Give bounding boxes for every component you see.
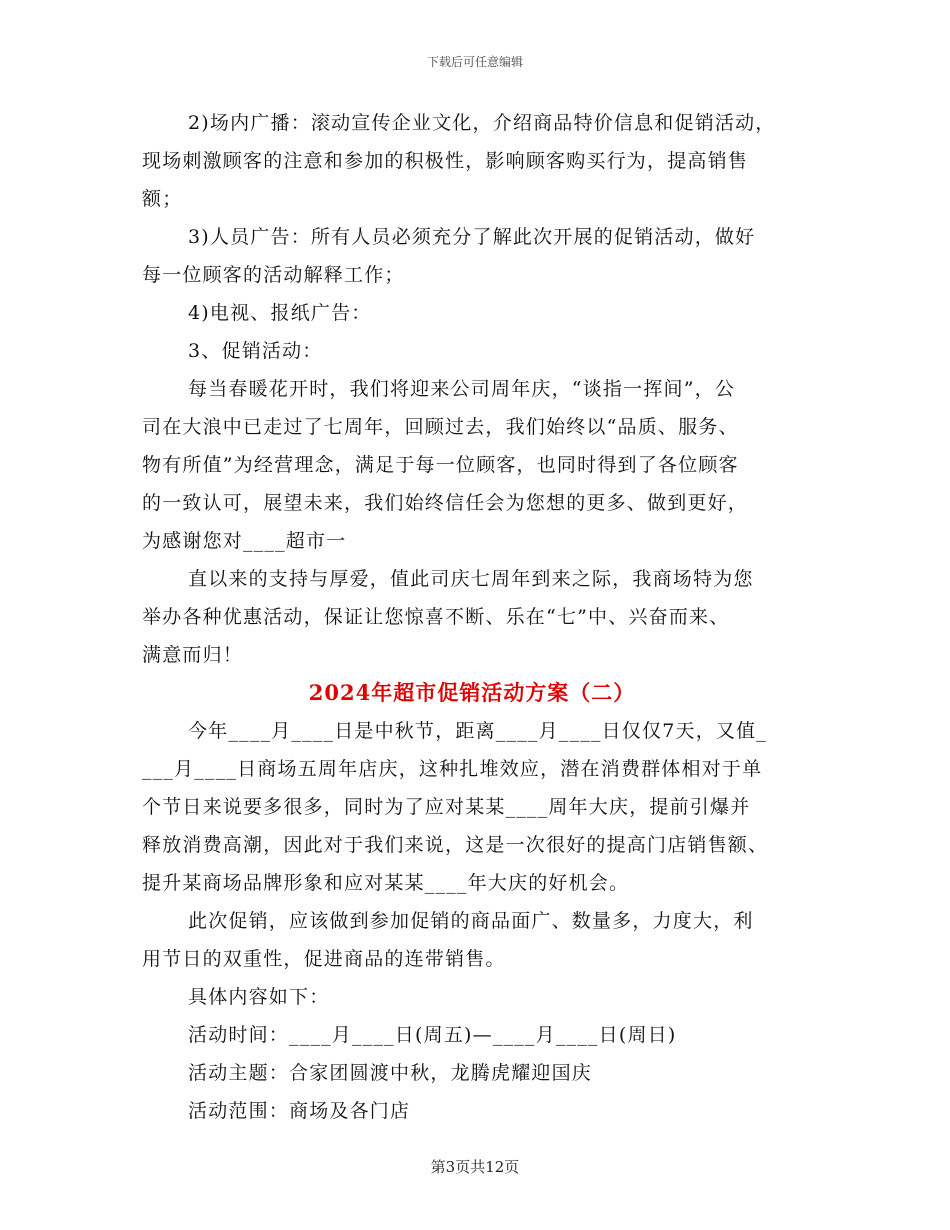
text-line: 个节日来说要多很多，同时为了应对某某____周年大庆，提前引爆并 — [142, 796, 751, 818]
text-line: 用节日的双重性，促进商品的连带销售。 — [142, 948, 506, 970]
paragraph — [142, 902, 802, 978]
text-line: 具体内容如下： — [188, 986, 330, 1008]
text-line: 今年____月____日是中秋节，距离____月____日仅仅7天，又值_ — [188, 720, 767, 742]
text-line: 3、促销活动： — [188, 340, 323, 362]
paragraph — [142, 332, 802, 370]
text-line: 释放消费高潮，因此对于我们来说，这是一次很好的提高门店销售额、 — [142, 834, 769, 856]
paragraph — [142, 560, 802, 674]
text-line: 3)人员广告：所有人员必须充分了解此次开展的促销活动，做好 — [188, 226, 756, 248]
text-line: 每一位顾客的活动解释工作； — [142, 264, 405, 286]
paragraph — [142, 1092, 802, 1130]
paragraph — [142, 104, 802, 218]
paragraph — [142, 712, 802, 902]
text-line: 额； — [142, 188, 183, 210]
text-line: 2)场内广播：滚动宣传企业文化，介绍商品特价信息和促销活动， — [188, 112, 776, 134]
text-line: 为感谢您对____超市一 — [142, 530, 347, 552]
paragraph — [142, 978, 802, 1016]
section-title: 2024年超市促销活动方案（二） — [308, 680, 636, 705]
section-a — [142, 104, 802, 674]
text-line: 现场刺激顾客的注意和参加的积极性，影响顾客购买行为，提高销售 — [142, 150, 749, 172]
text-line: 提升某商场品牌形象和应对某某____年大庆的好机会。 — [142, 872, 630, 894]
page-header-note: 下载后可任意编辑 — [426, 55, 523, 69]
text-line: 4)电视、报纸广告： — [188, 302, 372, 324]
section-b — [142, 712, 802, 1130]
paragraph — [142, 370, 802, 560]
paragraph — [142, 294, 802, 332]
text-line: 举办各种优惠活动，保证让您惊喜不断、乐在“七”中、兴奋而来、 — [142, 606, 730, 628]
paragraph — [142, 1016, 802, 1054]
text-line: 物有所值”为经营理念，满足于每一位顾客，也同时得到了各位顾客 — [142, 454, 739, 476]
text-line: 活动主题：合家团圆渡中秋，龙腾虎耀迎国庆 — [188, 1062, 593, 1084]
text-line: 活动时间：____月____日(周五)—____月____日(周日) — [188, 1024, 677, 1046]
paragraph — [142, 218, 802, 294]
text-line: 司在大浪中已走过了七周年，回顾过去，我们始终以“品质、服务、 — [142, 416, 739, 438]
text-line: ___月____日商场五周年店庆，这种扎堆效应，潜在消费群体相对于单 — [142, 758, 763, 780]
page-footer-number: 第3页共12页 — [430, 1158, 520, 1176]
paragraph — [142, 1054, 802, 1092]
text-line: 每当春暖花开时，我们将迎来公司周年庆，“谈指一挥间”，公 — [188, 378, 736, 400]
text-line: 此次促销，应该做到参加促销的商品面广、数量多，力度大，利 — [188, 910, 754, 932]
document-body — [142, 104, 802, 1130]
text-line: 活动范围：商场及各门店 — [188, 1100, 411, 1122]
text-line: 直以来的支持与厚爱，值此司庆七周年到来之际，我商场特为您 — [188, 568, 754, 590]
text-line: 的一致认可，展望未来，我们始终信任会为您想的更多、做到更好， — [142, 492, 749, 514]
text-line: 满意而归！ — [142, 644, 244, 666]
